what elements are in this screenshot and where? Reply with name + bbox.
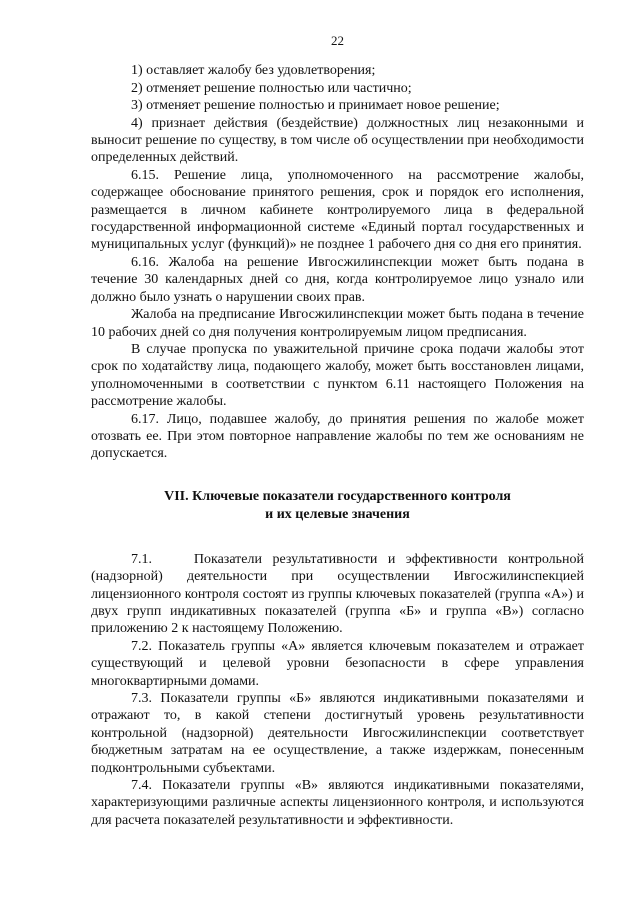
section-heading-line-2: и их целевые значения [265,506,410,522]
section-heading [91,488,584,524]
paragraph-6-15: 6.15. Решение лица, уполномоченного на рассмотрение жалобы, содержащее обоснование принятого решения, срок и порядок его исполнения, размещается в личном кабинете контролируемого лица в федеральной государственной информационной системе «Единый портал государственных и муниципальных услуг (функций)» не позднее 1 рабочего дня со дня его принятия. [91,167,584,253]
decision-options-list [91,62,584,166]
paragraph-7-1: 7.1. Показатели результативности и эффективности контрольной (надзорной) деятельности при осуществлении Ивгосжилинспекцией лицензионного контроля состоят из группы ключевых показателей (группа «А») и двух групп индикативных показателей (группа «Б» и группа «В») согласно приложению 2 к настоящему Положению. [91,551,588,637]
paragraph-deadline-restoration: В случае пропуска по уважительной причине срока подачи жалобы этот срок по ходатайству лица, подающего жалобу, может быть восстановлен лицами, уполномоченными в соответствии с пунктом 6.11 настоящего Положения на рассмотрение жалобы. [91,341,584,410]
page-number: 22 [331,33,344,48]
paragraph-7-4: 7.4. Показатели группы «В» являются индикативными показателями, характеризующими различные аспекты лицензионного контроля, и используются для расчета показателей результативности и эффективности. [91,778,584,828]
paragraph-6-17: 6.17. Лицо, подавшее жалобу, до принятия решения по жалобе может отозвать ее. При этом повторное направление жалобы по тем же основаниям не допускается. [91,411,584,462]
paragraph-prescription-complaint: Жалоба на предписание Ивгосжилинспекции может быть подана в течение 10 рабочих дней со дня получения контролируемым лицом предписания. [91,307,584,340]
section-7-paragraphs [91,551,588,830]
paragraph-7-3: 7.3. Показатели группы «Б» являются индикативными показателями и отражают то, в какой степени достигнутый уровень результативности контрольной (надзорной) деятельности Ивгосжилинспекции соответствует бюджетным затратам на ее осуществление, а также издержкам, понесенным подконтрольными субъектами. [91,691,584,776]
paragraph-7-2: 7.2. Показатель группы «А» является ключевым показателем и отражает существующий и целевой уровни безопасности в сфере управления многоквартирными домами. [91,638,584,689]
list-item-3: 3) отменяет решение полностью и принимает новое решение; [131,98,500,114]
section-heading-line-1: VII. Ключевые показатели государственного контроля [164,488,511,504]
list-item-1: 1) оставляет жалобу без удовлетворения; [131,63,376,79]
paragraph-6-16: 6.16. Жалоба на решение Ивгосжилинспекции может быть подана в течение 30 календарных дней со дня, когда контролируемое лицо узнало или должно было узнать о нарушении своих прав. [91,254,584,305]
list-item-4: 4) признает действия (бездействие) должностных лиц незаконными и выносит решение по существу, в том числе об осуществлении при необходимости определенных действий. [91,115,584,166]
list-item-2: 2) отменяет решение полностью или частично; [131,80,412,96]
section-6-paragraphs [91,167,584,463]
